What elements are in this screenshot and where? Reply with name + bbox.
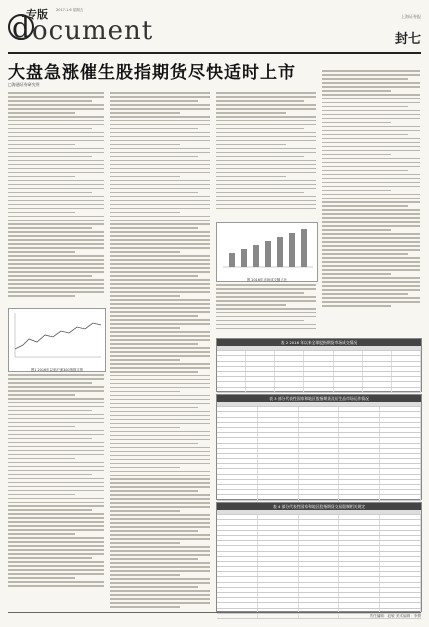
table-2-title: 表 2 2016 年以来全球股指期货市场成交情况	[217, 339, 421, 346]
column-title: ocument	[32, 16, 154, 46]
text-column-2	[110, 92, 210, 610]
figure-2-caption: 图 2016年市场成交额占比	[246, 278, 288, 282]
figure-2	[216, 222, 318, 282]
table-3-title: 表 3 部分代表性国家和地区股指期货及衍生品市场运作情况	[217, 395, 421, 402]
table-2	[216, 338, 422, 392]
article-byline: □海通证券研究所	[8, 82, 40, 87]
section-label: 专版	[26, 8, 48, 21]
masthead-rule	[8, 52, 421, 54]
text-column-1	[8, 92, 104, 304]
masthead	[8, 4, 421, 64]
issue-date: 2017.1.6 星期五	[56, 8, 84, 12]
text-column-3	[216, 92, 316, 220]
table-4	[216, 502, 422, 612]
table-3	[216, 394, 422, 500]
column-logo-d: d	[8, 14, 34, 40]
text-column-1b	[8, 374, 104, 610]
article-headline: 大盘急涨催生股指期货尽快适时上市	[8, 63, 296, 83]
footer-credits: 责任编辑：赵敏 美术编辑：李梦	[369, 614, 421, 618]
figure-2-chart	[217, 223, 317, 273]
brand-name: 上海证券报	[401, 14, 421, 19]
figure-1-chart	[9, 309, 105, 363]
text-column-3b	[216, 284, 316, 334]
footer-rule	[8, 612, 421, 613]
page-number: 封七	[394, 32, 421, 47]
table-4-title: 表 4 部分代表性国家和地区股指期货交易限制相关规定	[217, 503, 421, 510]
text-column-4	[322, 70, 420, 320]
figure-1-caption: 图1 2016年以来沪深300指数走势	[30, 368, 84, 372]
figure-1	[8, 308, 106, 372]
